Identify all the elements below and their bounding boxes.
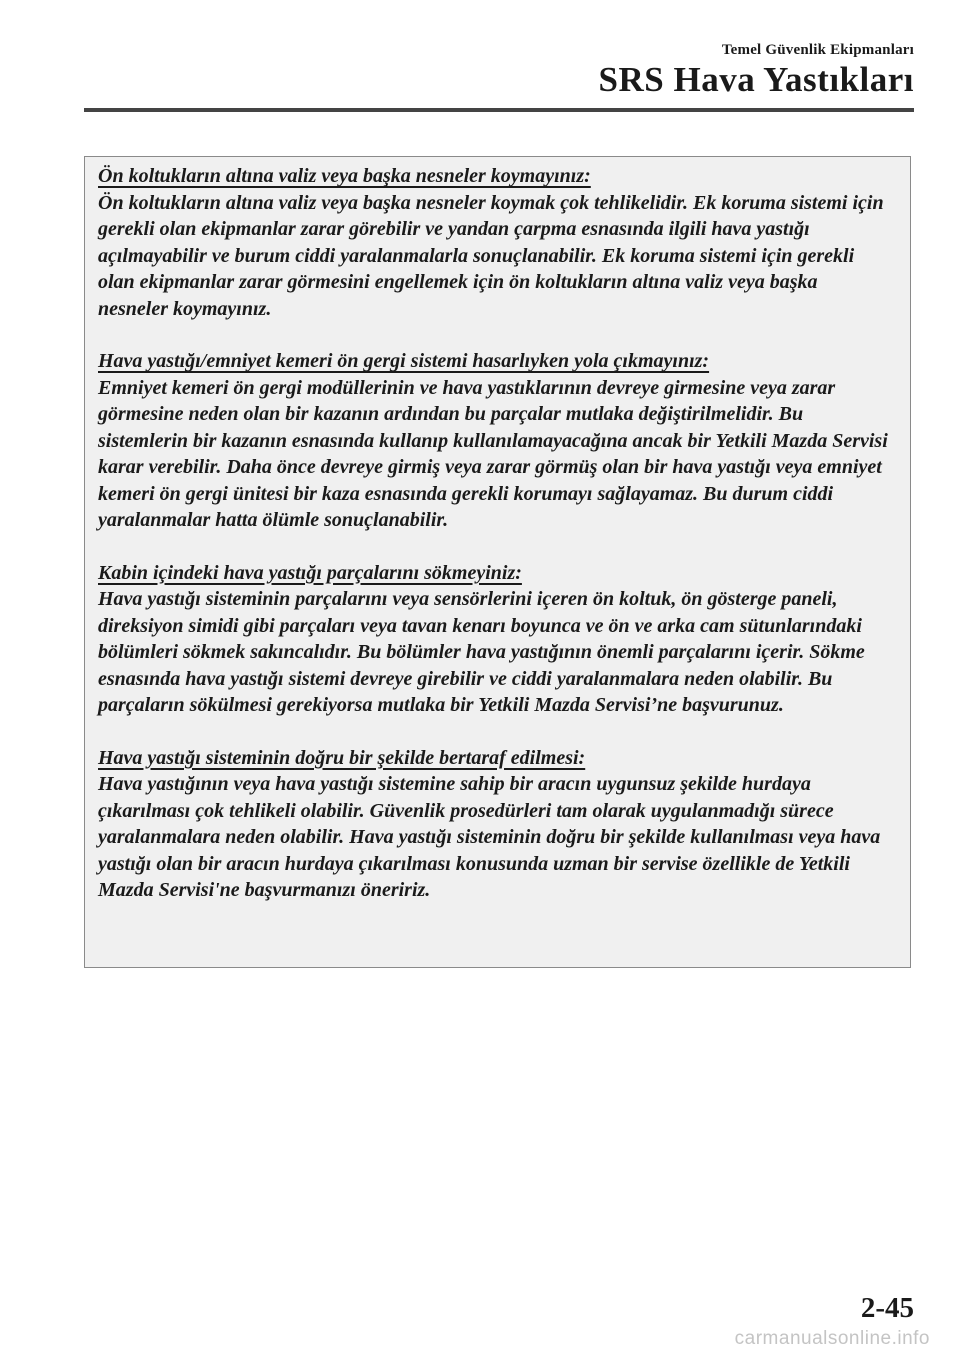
section-heading: Kabin içindeki hava yastığı parçalarını sökmeyiniz: [98, 561, 522, 584]
section-body: Hava yastığının veya hava yastığı sistemine sahip bir aracın uygunsuz şekilde hurdaya çıkarılması çok tehlikeli olabilir. Güvenlik prosedürleri tam olarak uygulanmadığı sürece yaralanmalara neden olabilir. Hava yastığı sisteminin doğru bir şekilde kullanılması veya hava yastığı olan bir aracın hurdaya çıkarılması konusunda uzman bir servise özellikle de Yetkili Mazda Servisi'ne başvurmanızı öneririz. [98, 773, 881, 901]
watermark: carmanualsonline.info [734, 1328, 930, 1349]
section-heading: Hava yastığı sisteminin doğru bir şekilde bertaraf edilmesi: [98, 746, 586, 769]
warning-section [98, 348, 890, 534]
page-number: 2-45 [860, 1292, 914, 1324]
section-body: Emniyet kemeri ön gergi modüllerinin ve hava yastıklarının devreye girmesine veya zarar görmesine neden olan bir kazanın ardından bu parçalar mutlaka değiştirilmelidir. Bu sistemlerin bir kazanın esnasında kullanıp kullanılamayacağına ancak bir Yetkili Mazda Servisi karar verebilir. Daha önce devreye girmiş veya zarar görmüş olan bir hava yastığı veya emniyet kemeri ön gergi ünitesi bir kaza esnasında gerekli korumayı sağlayamaz. Bu durum ciddi yaralanmalar hatta ölümle sonuçlanabilir. [98, 376, 888, 531]
section-body: Hava yastığı sisteminin parçalarını veya sensörlerini içeren ön koltuk, ön gösterge paneli, direksiyon simidi gibi parçaları veya tavan kenarı boyunca ve ön ve arka cam sütunlarındaki bölümleri sökmek sakıncalıdır. Bu bölümler hava yastığının önemli parçalarını içerir. Sökme esnasında hava yastığı sistemi devreye girebilir ve ciddi yaralanmalara neden olabilir. Bu parçaların sökülmesi gerekiyorsa mutlaka bir Yetkili Mazda Servisi’ne başvurunuz. [98, 588, 865, 716]
page-title: SRS Hava Yastıkları [598, 60, 914, 99]
section-body: Ön koltukların altına valiz veya başka nesneler koymak çok tehlikelidir. Ek koruma sistemi için gerekli olan ekipmanlar zarar görebilir ve yandan çarpma esnasında ilgili hava yastığı açılmayabilir ve burum ciddi yaralanmalarla sonuçlanabilir. Ek koruma sistemi için gerekli olan ekipmanlar zarar görmesini engellemek için ön koltukların altına valiz veya başka nesneler koymayınız. [98, 191, 884, 320]
section-heading: Ön koltukların altına valiz veya başka nesneler koymayınız: [98, 165, 591, 187]
warning-box [84, 156, 911, 968]
header-divider [84, 108, 914, 112]
warning-section [98, 163, 890, 322]
section-heading: Hava yastığı/emniyet kemeri ön gergi sistemi hasarlıyken yola çıkmayınız: [98, 350, 710, 372]
warning-section [98, 745, 890, 904]
header-subtitle: Temel Güvenlik Ekipmanları [721, 42, 914, 58]
warning-section [98, 560, 890, 719]
